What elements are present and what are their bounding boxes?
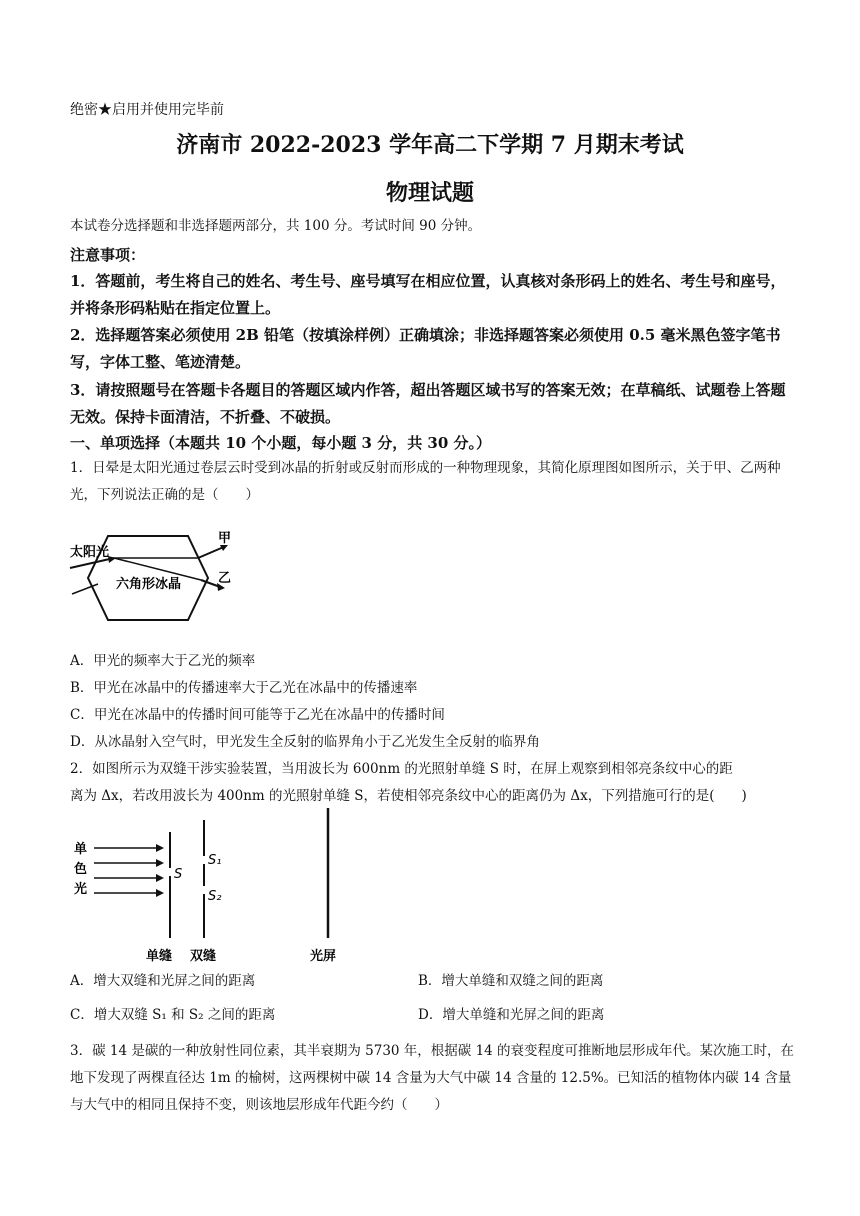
sunlight-label: 太阳光 [70,545,110,560]
label-guang: 光 [74,882,88,897]
q1-option-b[interactable]: B．甲光在冰晶中的传播速率大于乙光在冰晶中的传播速率 [70,680,418,696]
q2-option-a[interactable]: A．增大双缝和光屏之间的距离 [70,973,256,989]
intro-text: 本试卷分选择题和非选择题两部分，共 100 分。考试时间 90 分钟。 [70,218,482,234]
yi-label: 乙 [218,571,232,586]
note-item: 2．选择题答案必须使用 2B 铅笔（按填涂样例）正确填涂；非选择题答案必须使用 0.5 毫米黑色签字笔书写，字体工整、笔迹清楚。 [70,326,781,371]
jia-label: 甲 [218,531,232,546]
exam-title: 济南市 2022-2023 学年高二下学期 7 月期末考试 [176,132,684,158]
ice-crystal-diagram [68,520,248,632]
question-3-stem: 3．碳 14 是碳的一种放射性同位素，其半衰期为 5730 年，根据碳 14 的衰变程度可推断地层形成年代。某次施工时，在地下发现了两棵直径达 1m 的榆树，这两棵树中碳 14 含量为大气中碳 14 含量的 12.5%。已知活的植物体内碳 14 含量与大气中的相同且保持不变，则该地层形成年代距今约（ ） [70,1043,795,1113]
q2-option-b[interactable]: B．增大单缝和双缝之间的距离 [418,973,604,989]
label-s2: S₂ [208,889,222,904]
notes-heading: 注意事项： [70,246,146,264]
question-2-stem: 离为 Δx，若改用波长为 400nm 的光照射单缝 S，若使相邻亮条纹中心的距离仍为 Δx，下列措施可行的是( ) [70,788,747,804]
q2-option-c[interactable]: C．增大双缝 S₁ 和 S₂ 之间的距离 [70,1007,276,1023]
q1-option-c[interactable]: C．甲光在冰晶中的传播时间可能等于乙光在冰晶中的传播时间 [70,707,445,723]
q1-option-a[interactable]: A．甲光的频率大于乙光的频率 [70,653,256,669]
exam-subtitle: 物理试题 [385,180,474,206]
label-se: 色 [74,862,88,877]
question-1-stem: 1．日晕是太阳光通过卷层云时受到冰晶的折射或反射而形成的一种物理现象，其简化原理图如图所示，关于甲、乙两种光，下列说法正确的是（ ） [70,460,781,503]
q1-option-d[interactable]: D．从冰晶射入空气时，甲光发生全反射的临界角小于乙光发生全反射的临界角 [70,734,540,750]
label-s1: S₁ [208,853,222,868]
section-heading: 一、单项选择（本题共 10 个小题，每小题 3 分，共 30 分。） [70,434,492,452]
crystal-label: 六角形冰晶 [116,577,182,592]
note-item: 3．请按照题号在答题卡各题目的答题区域内作答，超出答题区域书写的答案无效；在草稿纸、试题卷上答题无效。保持卡面清洁，不折叠、不破损。 [70,381,786,426]
arrow-icon [108,556,116,563]
confidential-label: 绝密★启用并使用完毕前 [70,102,224,118]
label-dan: 单 [74,842,88,857]
label-screen: 光屏 [310,949,337,964]
double-slit-diagram [70,808,350,964]
question-2-stem: 2．如图所示为双缝干涉实验装置，当用波长为 600nm 的光照射单缝 S 时，在屏上观察到相邻亮条纹中心的距 [70,761,733,777]
light-arrows [94,844,164,897]
q2-option-d[interactable]: D．增大单缝和光屏之间的距离 [418,1007,605,1023]
label-double-slit: 双缝 [190,949,217,964]
label-single-slit: 单缝 [146,949,173,964]
label-s: S [174,867,183,882]
note-item: 1．答题前，考生将自己的姓名、考生号、座号填写在相应位置，认真核对条形码上的姓名、考生号和座号，并将条形码粘贴在指定位置上。 [70,272,786,317]
